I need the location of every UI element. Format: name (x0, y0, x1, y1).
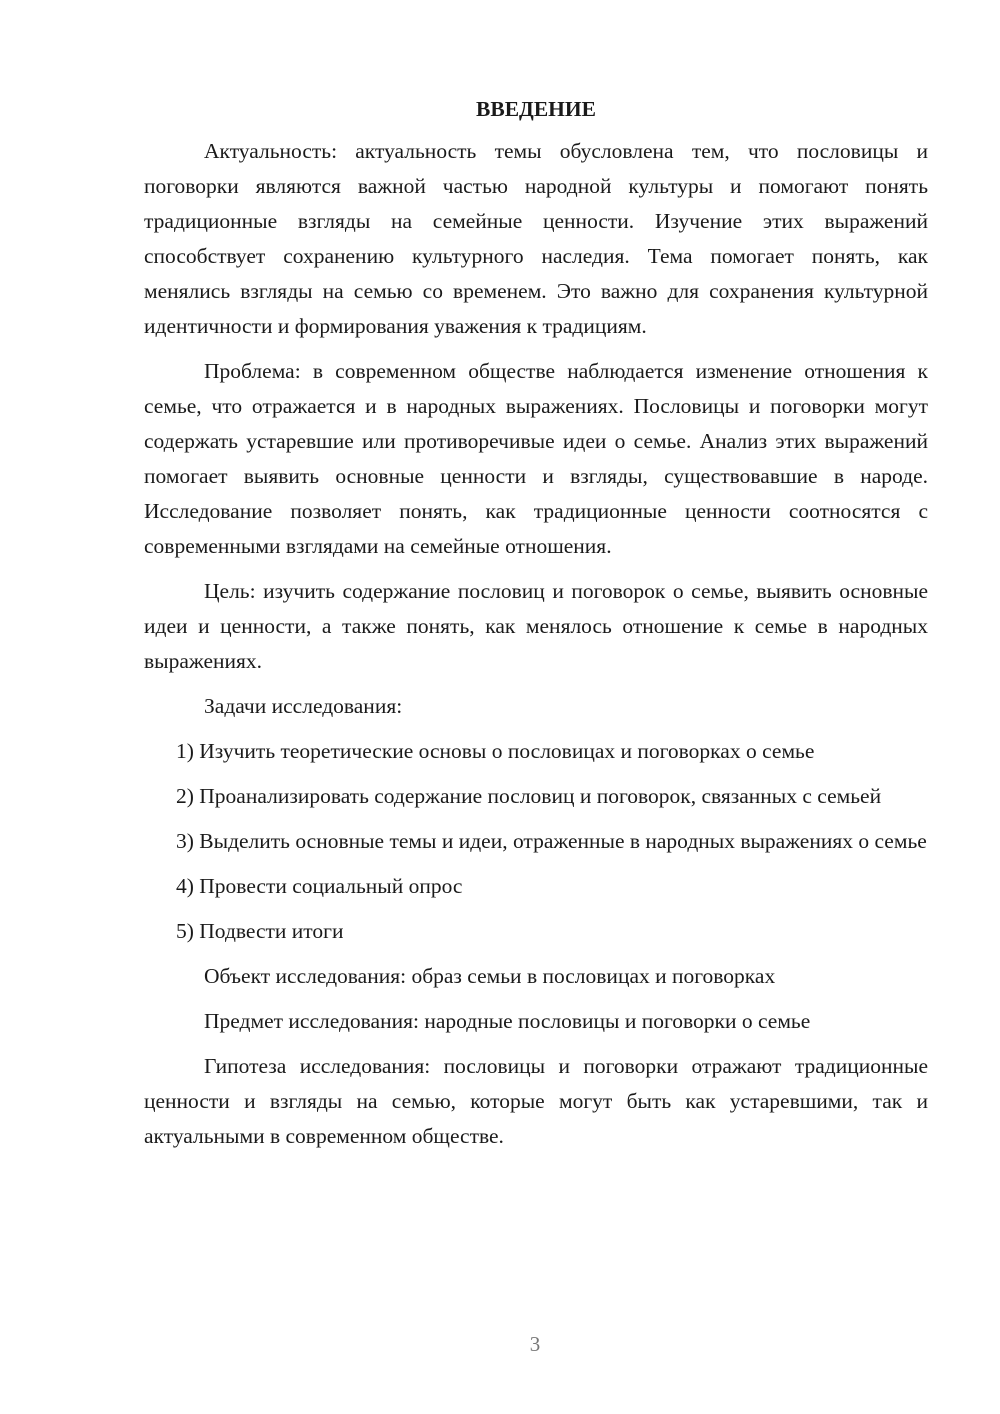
task-item-4: 4) Провести социальный опрос (176, 874, 463, 898)
research-hypothesis: Гипотеза исследования: пословицы и поговорки отражают традиционные ценности и взгляды на семью, которые могут быть как устаревшими, так и актуальными в современном обществе. (144, 1054, 928, 1148)
page-number: 3 (529, 1332, 541, 1356)
goal-paragraph: Цель: изучить содержание пословиц и поговорок о семье, выявить основные идеи и ценности, а также понять, как менялось отношение к семье в народных выражениях. (144, 579, 928, 673)
document-body (144, 92, 928, 1164)
task-item-1: 1) Изучить теоретические основы о пословицах и поговорках о семье (176, 739, 815, 763)
problem-paragraph: Проблема: в современном обществе наблюдается изменение отношения к семье, что отражается и в народных выражениях. Пословицы и поговорки могут содержать устаревшие или противоречивые идеи о семье. Анализ этих выражений помогает выявить основные ценности и взгляды, существовавшие в народе. Исследование позволяет понять, как традиционные ценности соотносятся с современными взглядами на семейные отношения. (144, 359, 928, 558)
tasks-heading: Задачи исследования: (204, 694, 403, 718)
research-object: Объект исследования: образ семьи в пословицах и поговорках (204, 964, 776, 988)
research-subject: Предмет исследования: народные пословицы и поговорки о семье (204, 1009, 811, 1033)
task-item-5: 5) Подвести итоги (176, 919, 344, 943)
task-item-3: 3) Выделить основные темы и идеи, отраженные в народных выражениях о семье (176, 829, 927, 853)
task-item-2: 2) Проанализировать содержание пословиц и поговорок, связанных с семьей (176, 784, 882, 808)
relevance-paragraph: Актуальность: актуальность темы обусловлена тем, что пословицы и поговорки являются важной частью народной культуры и помогают понять традиционные взгляды на семейные ценности. Изучение этих выражений способствует сохранению культурного наследия. Тема помогает понять, как менялись взгляды на семью со временем. Это важно для сохранения культурной идентичности и формирования уважения к традициям. (144, 139, 928, 338)
section-title: ВВЕДЕНИЕ (476, 97, 596, 121)
